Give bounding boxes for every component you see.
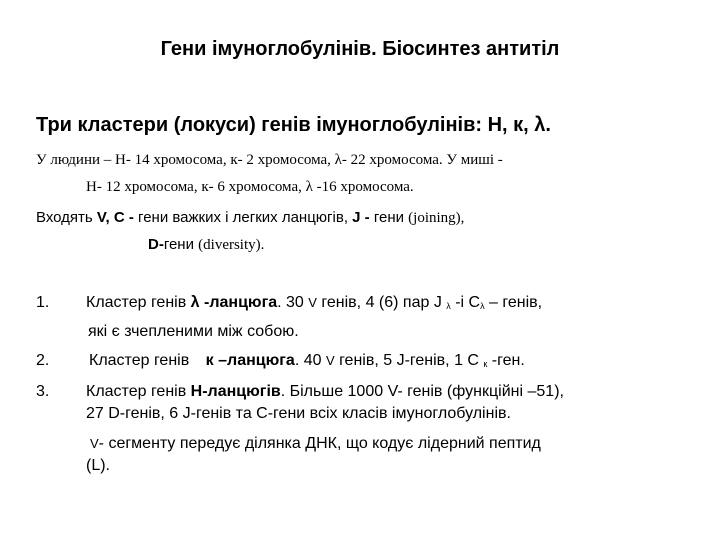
human-chromosomes-line: У людини – Н- 14 хромосома, к- 2 хромосома, λ- 22 хромосома. У миші - [36, 152, 503, 168]
heavy-light-text: гени важких і легких ланцюгів, [133, 209, 353, 226]
slide-title: Гени імуноглобулінів. Біосинтез антитіл [160, 38, 560, 60]
item-number: 2. [36, 352, 50, 369]
d-genes-text: гени [163, 236, 199, 253]
item-lambda-continuation: які є зчепленими між собою. [88, 323, 299, 340]
vc-label: V, C - [96, 209, 134, 226]
item-heavy-line2: 27 D-генів, 6 J-генів та С-гени всіх класів імуноглобулінів. [86, 405, 511, 422]
item-text: Кластер генів [86, 383, 191, 400]
note-text: - сегменту передує ділянка ДНК, що кодує лідерний пептид [98, 435, 541, 452]
item-text: -ген. [487, 352, 525, 369]
d-genes-line [148, 236, 264, 254]
item-text: . Більше 1000 V- генів (функційні –51), [280, 383, 564, 400]
subscript: к [483, 359, 488, 369]
item-number: 1. [36, 294, 50, 311]
v-label: V [90, 436, 99, 451]
item-text: Кластер генів [89, 352, 194, 369]
chain-name: к –ланцюга [205, 352, 295, 369]
d-label: D- [148, 236, 164, 253]
item-text: генів, 4 (6) пар J [316, 294, 447, 311]
joining-text: (joining), [408, 210, 465, 226]
item-heavy-text [86, 383, 564, 401]
item-text: . 40 [294, 352, 326, 369]
item-text: . 30 [277, 294, 309, 311]
subscript: λ [446, 301, 451, 311]
item-lambda-text [86, 294, 542, 312]
item-kappa-text [89, 352, 525, 370]
v-label: V [325, 353, 335, 368]
item-text: Кластер генів [86, 294, 191, 311]
leader-peptide-note-end: (L). [86, 457, 110, 474]
encode-prefix: Входять [36, 209, 97, 226]
item-text: – генів, [484, 294, 543, 311]
gene-segments-line [36, 209, 464, 227]
j-label: J - [352, 209, 370, 226]
chain-name: λ -ланцюга [190, 294, 278, 311]
v-label: V [308, 295, 317, 310]
diversity-text: (diversity). [198, 237, 265, 253]
mouse-chromosomes-line: Н- 12 хромосома, к- 6 хромосома, λ -16 хромосома. [86, 179, 414, 195]
slide-subtitle: Три кластери (локуси) генів імуноглобулінів: H, к, λ. [36, 114, 551, 136]
item-text: -і C [450, 294, 481, 311]
leader-peptide-note [90, 435, 541, 453]
subscript: λ [480, 301, 485, 311]
chain-name: Н-ланцюгів [190, 383, 281, 400]
j-genes-text: гени [369, 209, 409, 226]
item-number: 3. [36, 383, 50, 400]
item-text: генів, 5 J-генів, 1 С [334, 352, 484, 369]
